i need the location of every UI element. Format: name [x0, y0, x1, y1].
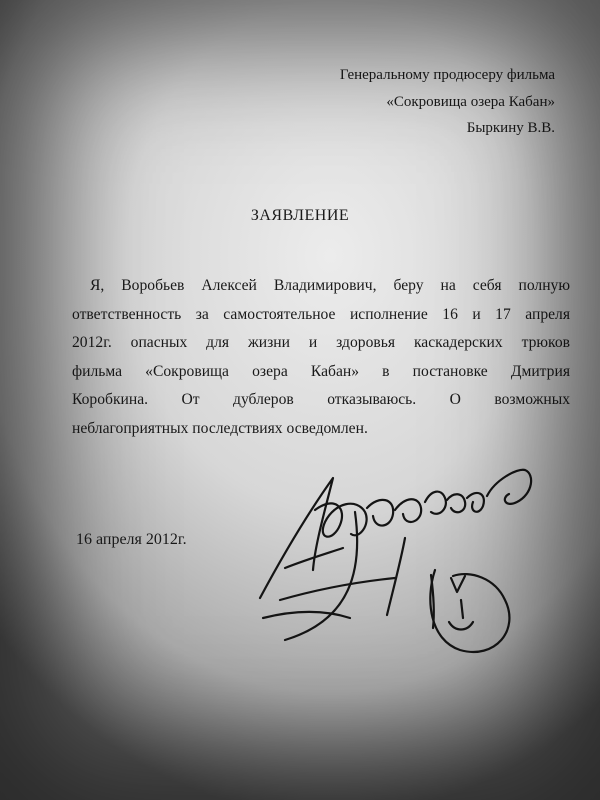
- document-date: 16 апреля 2012г.: [76, 531, 187, 548]
- addressee-line-3: Быркину В.В.: [466, 120, 555, 136]
- statement-line: ответственность за самостоятельное исполнение 16 и 17 апреля: [72, 305, 570, 323]
- statement-line: Я, Воробьев Алексей Владимирович, беру на себя полную: [90, 277, 570, 294]
- statement-line: Коробкина. От дублеров отказываюсь. О возможных: [72, 391, 570, 408]
- statement-body: [72, 272, 570, 443]
- handwritten-signature: [255, 450, 575, 680]
- addressee-line-2: «Сокровища озера Кабан»: [386, 93, 555, 110]
- addressee-line-1: Генеральному продюсеру фильма: [339, 67, 555, 83]
- statement-line: фильма «Сокровища озера Кабан» в постановке Дмитрия: [72, 362, 570, 380]
- statement-line: неблагоприятных последствиях осведомлен.: [72, 419, 368, 437]
- statement-line: 2012г. опасных для жизни и здоровья каскадерских трюков: [72, 334, 570, 351]
- document-title: ЗАЯВЛЕНИЕ: [250, 207, 350, 224]
- addressee-block: [250, 62, 555, 142]
